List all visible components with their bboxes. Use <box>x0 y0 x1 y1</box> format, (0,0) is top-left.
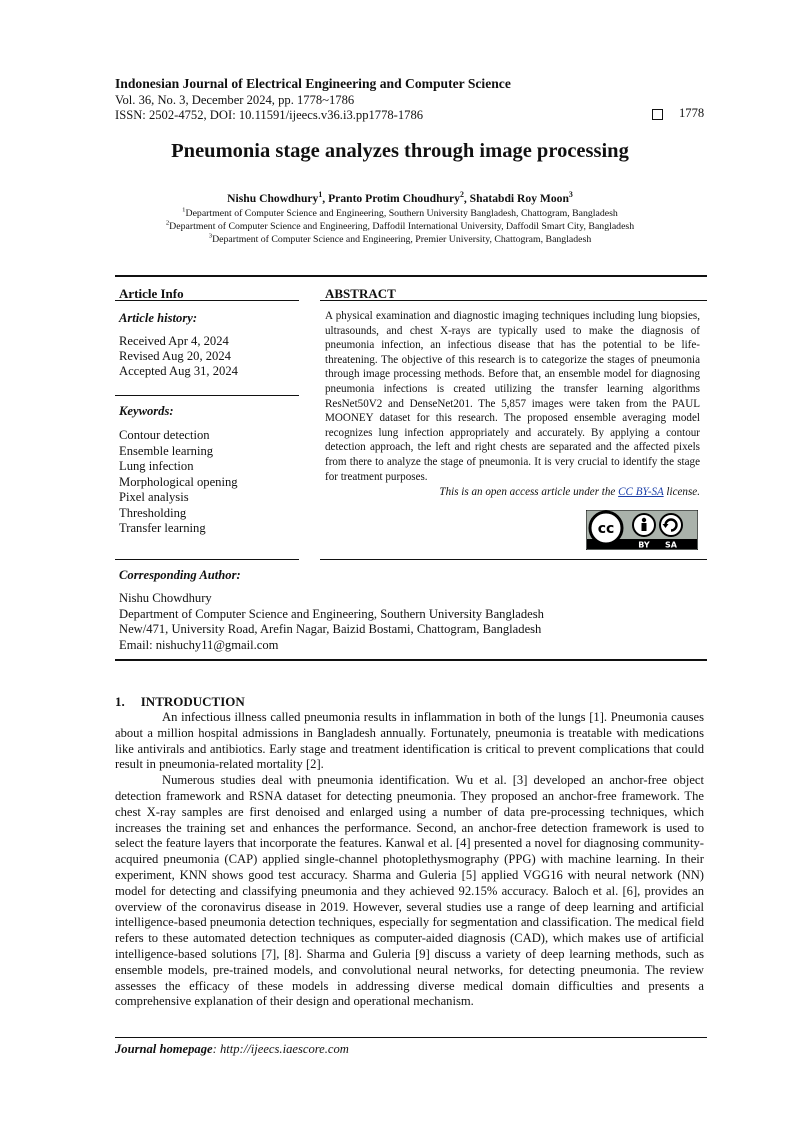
top-rule <box>115 275 707 277</box>
author-sup: 2 <box>459 190 464 200</box>
received-date: Received Apr 4, 2024 <box>119 334 229 348</box>
keywords-rule <box>115 395 299 396</box>
affiliation-3 <box>0 234 800 245</box>
corresponding-email: Email: nishuchy11@gmail.com <box>119 637 279 652</box>
cc-by-sa-badge[interactable] <box>586 510 698 550</box>
article-info-heading: Article Info <box>119 286 184 301</box>
revised-date: Revised Aug 20, 2024 <box>119 349 231 363</box>
keywords-heading: Keywords: <box>119 404 174 418</box>
keyword: Thresholding <box>119 505 187 520</box>
keyword: Morphological opening <box>119 474 238 489</box>
badge-by-text: BY <box>638 540 650 550</box>
affiliation-sup: 2 <box>165 219 170 227</box>
issn-doi-line: ISSN: 2502-4752, DOI: 10.11591/ijeecs.v36.i3.pp1778-1786 <box>115 108 424 122</box>
square-icon <box>652 109 663 120</box>
accepted-date: Accepted Aug 31, 2024 <box>119 364 238 378</box>
info-bottom-rule <box>115 559 299 560</box>
affiliation-text: Department of Computer Science and Engineering, Daffodil International University, Daffodil Smart City, Bangladesh <box>169 221 635 232</box>
keyword: Transfer learning <box>119 521 206 535</box>
section-title: INTRODUCTION <box>140 694 245 709</box>
keyword: Ensemble learning <box>119 443 214 458</box>
author-sup: 1 <box>318 190 323 200</box>
homepage-separator: : <box>212 1042 220 1056</box>
paper-title: Pneumonia stage analyzes through image processing <box>171 140 629 162</box>
abstract-text: A physical examination and diagnostic imaging techniques including lung biopsies, ultrasounds, and chest X-rays are typically used to make the diagnosis of pneumonia infection, an infectious disease that has the potential to be life-threatening. The objective of this research is to categorize the stages of pneumonia through image processing methods. Before that, an ensemble model for diagnosing pneumonia infections is created utilizing the transfer learning algorithms ResNet50V2 and DenseNet201. The 5,857 images were taken from the PAUL MOONEY dataset for this research. The proposed ensemble averaging model recognizes lung infection appropriately and accurately. By applying a contour detection approach, the left and right chests are separated and the affected pixels from there to analyze the stage of pneumonia. It is very crucial to identify the stage for treatment purposes. <box>325 310 700 483</box>
keyword: Contour detection <box>119 428 210 442</box>
affiliation-1 <box>0 208 800 219</box>
paragraph: Numerous studies deal with pneumonia identification. Wu et al. [3] developed an anchor-free object detection framework and RSNA dataset for detecting pneumonia. They proposed an anchor-free framework. The chest X-ray samples are first denoised and enlarged using a number of data pre-processing techniques, which increases the training set and enhances the performance. Second, an anchor-free detection framework is used to select the feature layers that incorporate the features. Kanwal et al. [4] presented a novel for diagnosing community-acquired pneumonia (CAP) applied single-channel photoplethysmography (PPG) with machine learning. In their experiment, KNN shows good test accuracy. Sharma and Guleria [5] applied VGG16 with neural network (NN) model for detecting and classifying pneumonia and they achieved 92.15% accuracy. Baloch et al. [6], provides an overview of the coronavirus disease in 2019. However, several studies use a range of deep learning and artificial intelligence-based pneumonia detection techniques, especially for segmentation and classification. The medical field refers to these automated detection techniques as computer-aided diagnosis (CAD), which makes use of artificial intelligence-based solutions [7], [8]. Sharma and Guleria [9] discuss a variety of deep learning methods, such as ensemble models, pre-trained models, and convolutional neural networks, for detecting pneumonia. The review assesses the efficacy of these models in addressing diverse medical domain difficulties and presents a comprehensive explanation of their design and operational mechanism. <box>115 773 704 1009</box>
journal-homepage <box>115 1042 349 1057</box>
paragraph: An infectious illness called pneumonia results in inflammation in both of the lungs [1]. Pneumonia causes about a million hospital admissions in Bangladesh annually. Fortunately, pneumonia is treatable with medications like antivirals and antibiotics. Early stage and treatment identification is critical to prevent complications that could result in pneumonia-related mortality [2]. <box>115 710 704 772</box>
corresponding-block <box>119 591 544 653</box>
oa-prefix: This is an open access article under the <box>439 486 619 498</box>
corresponding-heading: Corresponding Author: <box>119 568 241 582</box>
corresponding-name: Nishu Chowdhury <box>119 591 212 605</box>
affiliation-2 <box>0 221 800 232</box>
footer-rule <box>115 1037 707 1038</box>
author-name: Nishu Chowdhury <box>227 192 319 205</box>
author-list: Nishu Chowdhury$^1$, Pranto Protim Choudhury$^2$, Shatabdi Roy Moon$^3$ <box>227 190 573 205</box>
page-number: 1778 <box>679 106 705 120</box>
author-name: Pranto Protim Choudhury <box>328 192 460 205</box>
corresponding-bottom-rule <box>115 659 707 661</box>
affiliation-text: Department of Computer Science and Engineering, Southern University Bangladesh, Chattogram, Bangladesh <box>185 208 618 219</box>
oa-suffix: license. <box>663 486 700 498</box>
homepage-url[interactable]: http://ijeecs.iaescore.com <box>219 1042 349 1056</box>
affiliation-sup: 3 <box>208 232 213 240</box>
introduction-heading <box>115 694 245 710</box>
affiliation-sup: 1 <box>182 206 186 214</box>
corresponding-address: New/471, University Road, Arefin Nagar, Baizid Bostami, Chattogram, Bangladesh <box>119 622 542 636</box>
corresponding-department: Department of Computer Science and Engineering, Southern University Bangladesh <box>119 606 544 621</box>
svg-text:cc: cc <box>597 521 615 537</box>
volume-line: Vol. 36, No. 3, December 2024, pp. 1778~1786 <box>115 93 355 107</box>
keyword: Pixel analysis <box>119 490 189 504</box>
open-access-note <box>325 486 700 498</box>
badge-sa-text: SA <box>665 540 677 550</box>
introduction-body <box>115 710 704 1010</box>
journal-title: Indonesian Journal of Electrical Engineering and Computer Science <box>115 76 511 91</box>
cc-license-link[interactable]: CC BY-SA <box>618 486 664 498</box>
author-name: Shatabdi Roy Moon <box>469 192 569 205</box>
section-number: 1. <box>115 694 125 709</box>
author-sup: 3 <box>568 190 573 200</box>
abstract-heading: ABSTRACT <box>325 286 396 301</box>
homepage-label: Journal homepage <box>115 1042 213 1056</box>
history-heading: Article history: <box>119 311 198 325</box>
abstract-bottom-rule <box>320 559 707 560</box>
keyword-list <box>119 428 238 537</box>
keyword: Lung infection <box>119 459 194 473</box>
affiliation-text: Department of Computer Science and Engineering, Premier University, Chattogram, Bangladesh <box>212 234 592 245</box>
